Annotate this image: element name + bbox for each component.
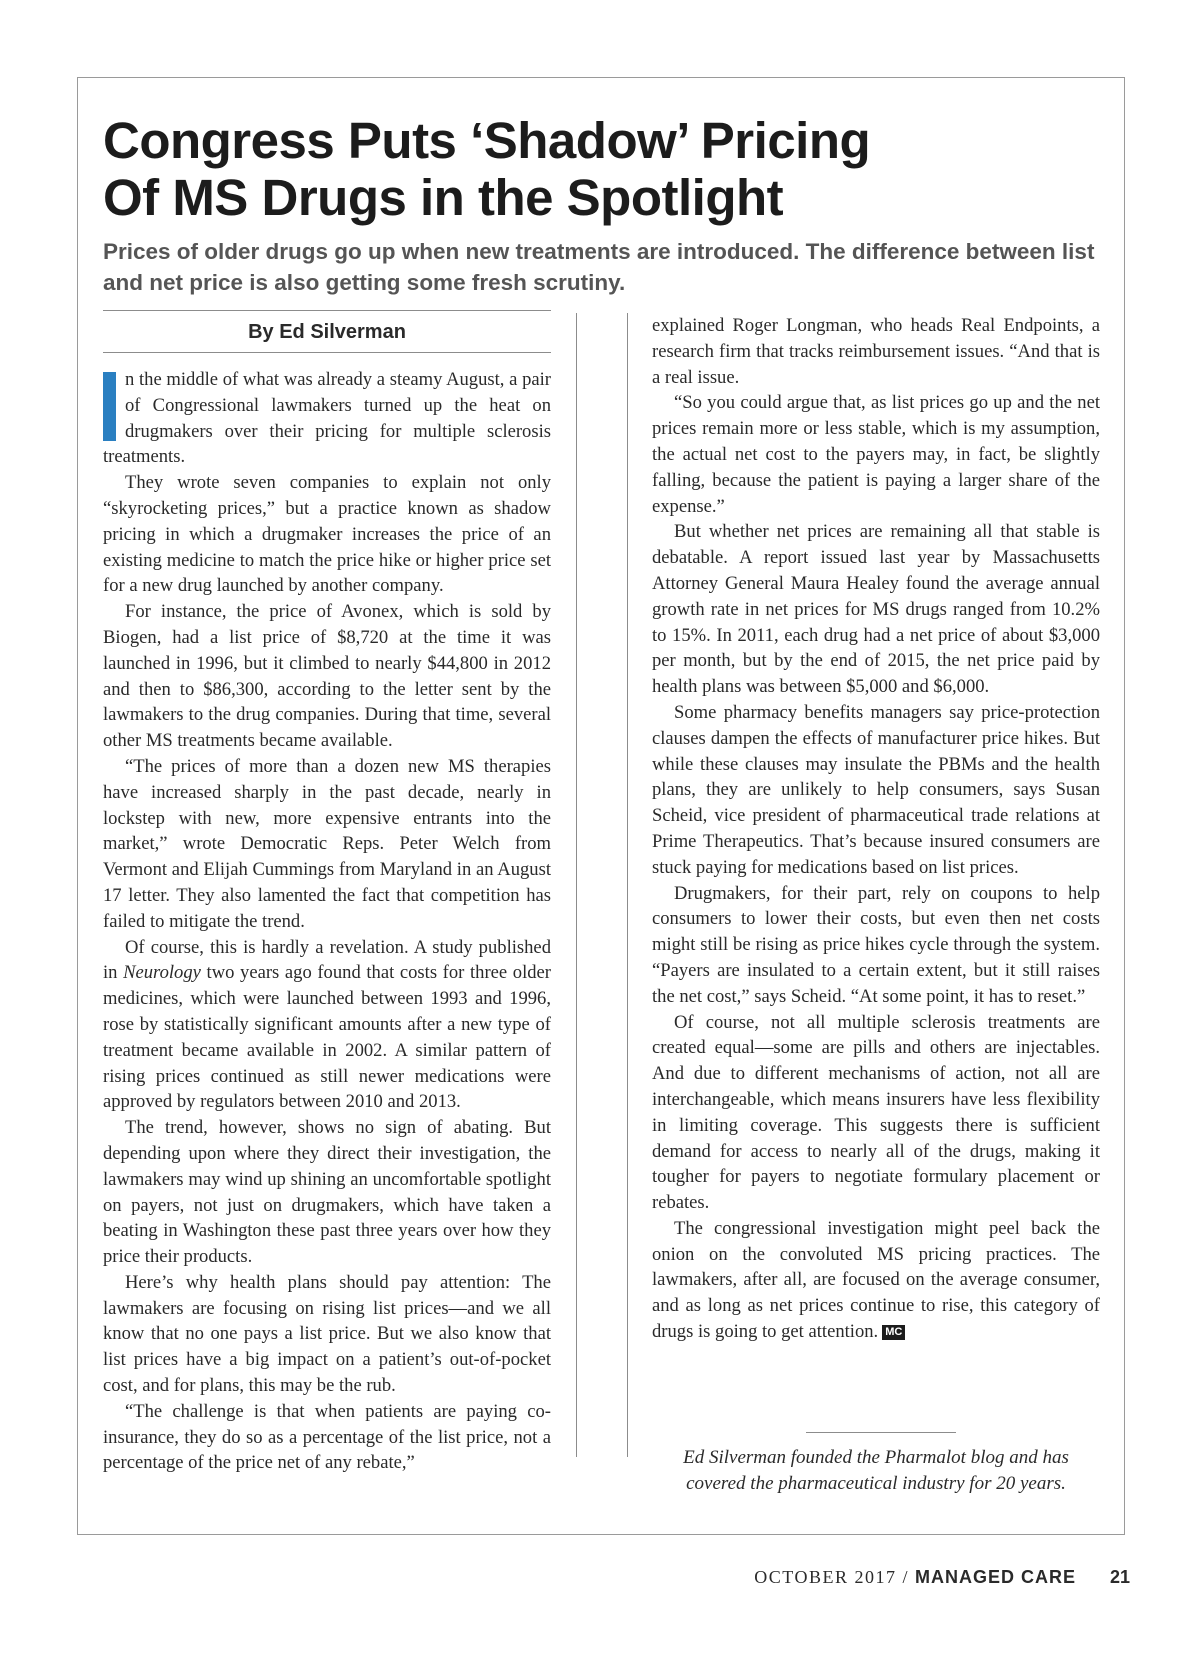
paragraph: Here’s why health plans should pay attention: The lawmakers are focusing on rising list prices—and we all know that no one pays a list price. But we also know that list prices have a big impact on a patient’s out-of-pocket cost, and for plans, this may be the rub. [103,1271,551,1397]
page-footer [754,1565,1130,1589]
author-bio: Ed Silverman founded the Pharmalot blog and has covered the pharmaceutical industry for 20 years. [683,1447,1069,1494]
paragraph-neurology [103,935,551,1116]
paragraph: The trend, however, shows no sign of abating. But depending upon where they direct their investigation, the lawmakers may wind up shining an uncomfortable spotlight on payers, not just on drugmakers, which have taken a beating in Washington these past three years over how they price their products. [103,1117,551,1268]
right-column [652,313,1100,1345]
paragraph-text: two years ago found that costs for three older medicines, which were launched between 1993 and 1996, rose by statistically significant amounts after a new type of treatment became available in 2002. A similar pattern of rising prices continued as still newer medications were approved by regulators between 2010 and 2013. [103,962,551,1113]
paragraph: They wrote seven companies to explain not only “skyrocketing prices,” but a practice known as shadow pricing in which a drugmaker increases the price of an existing medicine to match the price hike or higher price set for a new drug launched by another company. [103,472,551,597]
headline-line-2: Of MS Drugs in the Spotlight [103,169,784,226]
paragraph: explained Roger Longman, who heads Real Endpoints, a research firm that tracks reimbursement issues. “And that is a real issue. [652,315,1100,388]
paragraph: But whether net prices are remaining all that stable is debatable. A report issued last year by Massachusetts Attorney General Maura Healey found the average annual growth rate in net prices for MS drugs ranged from 10.2% to 15%. In 2011, each drug had a net price of about $3,000 per month, but by the end of 2015, the net price paid by health plans was between $5,000 and $6,000. [652,521,1100,698]
byline: By Ed Silverman [248,321,406,343]
paragraph-text: Of course, this is hardly a revelation. A study published in [103,936,551,984]
byline-bottom-rule [103,352,551,353]
column-divider-right [627,313,628,1457]
paragraph-final [652,1216,1100,1345]
bio-rule [806,1432,956,1433]
dek: Prices of older drugs go up when new treatments are introduced. The difference between list and net price is also getting some fresh scrutiny. [103,239,1095,295]
paragraph [103,367,551,470]
journal-name: Neurology [123,962,201,984]
paragraph-text: The congressional investigation might peel back the onion on the convoluted MS pricing practices. The lawmakers, after all, are focused on the average consumer, and as long as net prices continue to rise, this category of drugs is going to get attention. [652,1217,1100,1343]
issue-date: OCTOBER 2017 / [754,1567,909,1587]
paragraph: “So you could argue that, as list prices go up and the net prices remain more or less stable, which is my assumption, the actual net cost to the payers may, in fact, be slightly falling, because the patient is paying a larger share of the expense.” [652,392,1100,517]
end-mark-badge: MC [882,1325,905,1340]
headline [103,112,1103,226]
paragraph-text: n the middle of what was already a steamy August, a pair of Congressional lawmakers turned up the heat on drugmakers over their pricing for multiple sclerosis treatments. [103,369,551,468]
paragraph: For instance, the price of Avonex, which is sold by Biogen, had a list price of $8,720 at the time it was launched in 1996, but it climbed to nearly $44,800 in 2012 and then to $86,300, according to the letter sent by the lawmakers to the drug companies. During that time, several other MS treatments became available. [103,601,551,752]
byline-top-rule [103,310,551,311]
paragraph: Some pharmacy benefits managers say price-protection clauses dampen the effects of manufacturer price hikes. But while these clauses may insulate the PBMs and the health plans, they are unlikely to help consumers, says Susan Scheid, vice president of pharmaceutical trade relations at Prime Therapeutics. That’s because insured consumers are stuck paying for medications based on list prices. [652,701,1100,878]
magazine-name: MANAGED CARE [914,1567,1076,1587]
drop-cap-bar [103,372,116,441]
page-number: 21 [1109,1567,1130,1587]
paragraph: “The prices of more than a dozen new MS therapies have increased sharply in the past decade, nearly in lockstep with new, more expensive entrants into the market,” wrote Democratic Reps. Peter Welch from Vermont and Elijah Cummings from Maryland in an August 17 letter. They also lamented the fact that competition has failed to mitigate the trend. [103,755,551,932]
paragraph: “The challenge is that when patients are paying co-insurance, they do so as a percentage of the list price, not a percentage of the price net of any rebate,” [103,1400,551,1474]
paragraph: Of course, not all multiple sclerosis treatments are created equal—some are pills and others are injectables. And due to different mechanisms of action, not all are interchangeable, which means insurers have less flexibility in limiting coverage. This suggests there is sufficient demand for access to nearly all of the drugs, making it tougher for payers to negotiate formulary placement or rebates. [652,1011,1100,1214]
left-column [103,367,551,1476]
paragraph: Drugmakers, for their part, rely on coupons to help consumers to lower their costs, but even then net costs might still be rising as price hikes cycle through the system. “Payers are insulated to a certain extent, but it still raises the net cost,” says Scheid. “At some point, it has to reset.” [652,882,1100,1007]
column-divider-left [576,313,577,1457]
headline-line-1: Congress Puts ‘Shadow’ Pricing [103,112,871,169]
